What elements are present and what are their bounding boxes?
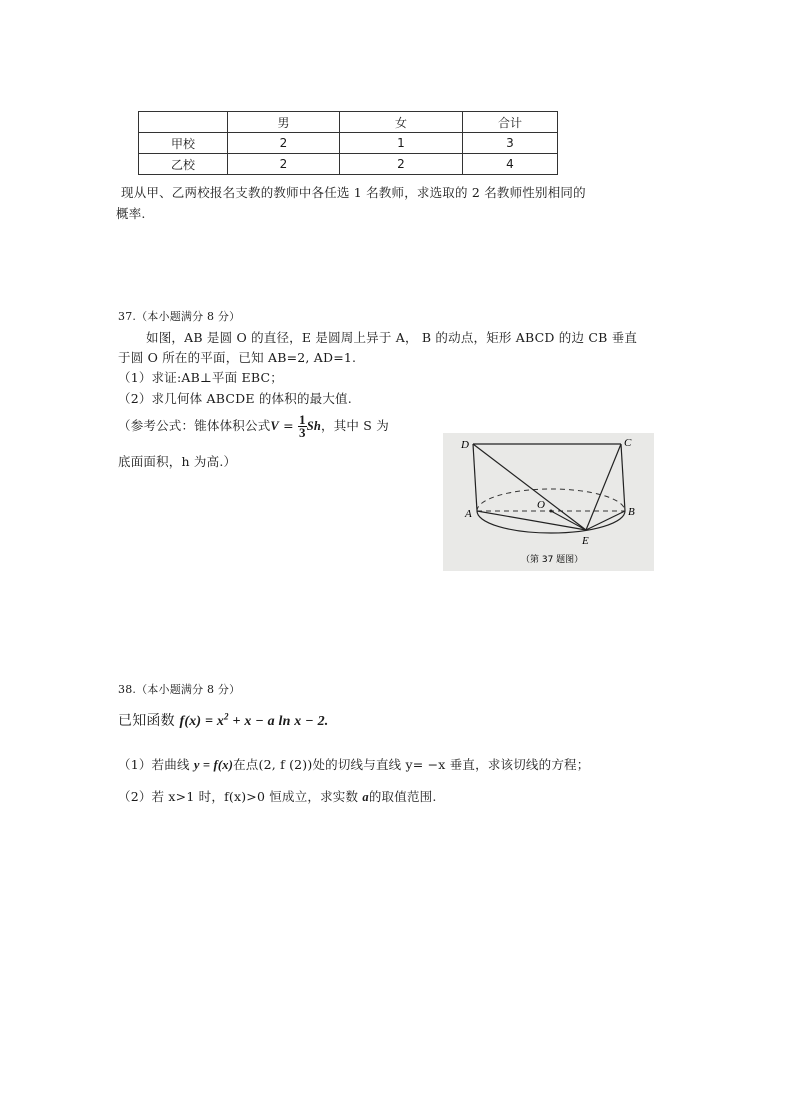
table-row <box>139 133 558 154</box>
part1-suffix: 在点(2, f (2))处的切线与直线 y= −x 垂直，求该切线的方程； <box>233 757 590 772</box>
table-cell: 1 <box>340 133 463 154</box>
q36-line2: 概率. <box>116 206 146 221</box>
q37-line1: 如图，AB 是圆 O 的直径，E 是圆周上异于 A， B 的动点，矩形 ABCD 的边 CB 垂直 <box>146 330 638 345</box>
edge-be <box>586 511 625 530</box>
table-header-row <box>139 112 558 133</box>
gender-table <box>138 111 558 175</box>
formula-sh: Sh <box>306 419 321 433</box>
table-cell: 4 <box>463 154 558 175</box>
function-f: f <box>179 714 185 729</box>
table-cell: 3 <box>463 133 558 154</box>
formula-suffix: ，其中 S 为 <box>321 418 389 433</box>
part2-prefix: （2）若 x>1 时，f(x)>0 恒成立，求实数 <box>118 789 363 804</box>
q37-figure <box>443 433 654 571</box>
label-d: D <box>461 439 469 451</box>
fraction-denominator: 3 <box>298 425 306 440</box>
table-cell: 女 <box>340 112 463 133</box>
fraction-numerator: 1 <box>298 412 306 427</box>
label-e: E <box>582 535 589 547</box>
function-arg: (x) <box>184 714 202 729</box>
label-a: A <box>465 508 472 520</box>
q37-part2: （2）求几何体 ABCDE 的体积的最大值. <box>118 391 352 406</box>
edge-de <box>473 444 586 530</box>
q37-header: 37.（本小题满分 8 分） <box>118 310 241 323</box>
table-cell: 男 <box>228 112 340 133</box>
table-cell: 2 <box>228 133 340 154</box>
q37-formula-line2: 底面面积，h 为高.） <box>118 454 237 469</box>
q37-formula <box>118 414 389 439</box>
formula-fraction <box>298 414 307 439</box>
q37-line2: 于圆 O 所在的平面，已知 AB=2, AD=1. <box>118 350 357 365</box>
function-rest: + x − a ln x − 2. <box>228 714 329 729</box>
q38-part2 <box>118 787 437 805</box>
function-x2: = x <box>201 714 225 729</box>
center-point-o <box>550 510 553 513</box>
label-c: C <box>624 437 632 449</box>
figure-caption: （第 37 题图） <box>521 555 584 565</box>
geometry-figure-svg <box>443 433 654 571</box>
function-prefix: 已知函数 <box>118 713 180 729</box>
formula-eq: = <box>278 418 298 433</box>
part1-prefix: （1）若曲线 <box>118 757 194 772</box>
q38-function <box>118 710 328 730</box>
q38-header: 38.（本小题满分 8 分） <box>118 683 241 696</box>
label-b: B <box>628 506 635 518</box>
table-cell <box>139 112 228 133</box>
edge-ae <box>477 511 586 530</box>
edge-da <box>473 444 477 511</box>
formula-prefix: （参考公式：锥体体积公式 <box>118 418 271 433</box>
part1-curve: y = f(x) <box>193 758 234 772</box>
edge-cb <box>621 444 625 511</box>
table-cell: 乙校 <box>139 154 228 175</box>
q38-part1 <box>118 755 589 773</box>
circle-back-arc <box>477 489 625 511</box>
edge-ce <box>586 444 621 530</box>
table-cell: 2 <box>340 154 463 175</box>
function-exponent: 2 <box>224 711 229 722</box>
part2-suffix: 的取值范围. <box>368 789 437 804</box>
q36-line1: 现从甲、乙两校报名支教的教师中各任选 1 名教师，求选取的 2 名教师性别相同的 <box>121 185 586 200</box>
table-row <box>139 154 558 175</box>
label-o: O <box>537 499 545 511</box>
table-cell: 甲校 <box>139 133 228 154</box>
formula-v: V <box>270 419 279 433</box>
table-cell: 2 <box>228 154 340 175</box>
q37-part1: （1）求证:AB⊥平面 EBC； <box>118 370 283 385</box>
part2-var: a <box>362 790 369 804</box>
table-cell: 合计 <box>463 112 558 133</box>
